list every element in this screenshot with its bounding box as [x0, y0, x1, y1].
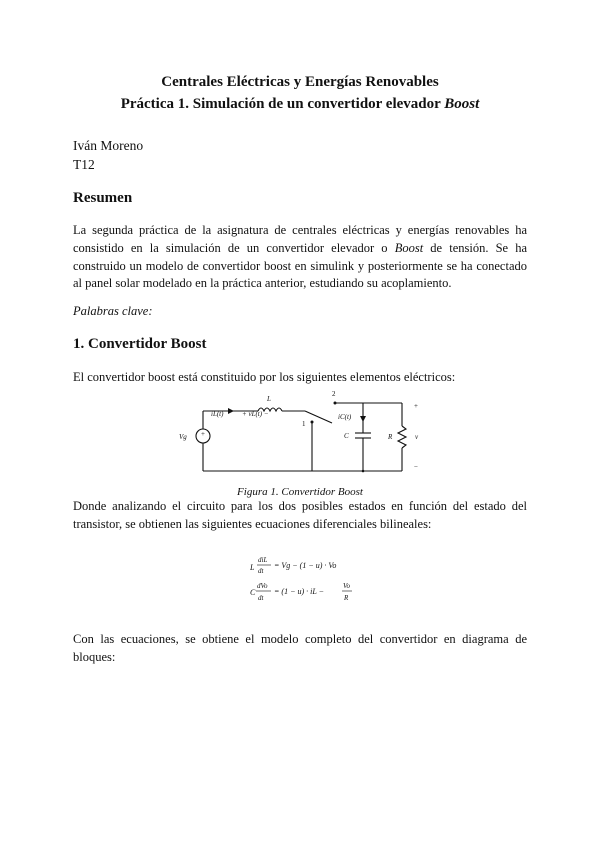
- summary-paragraph: [73, 222, 527, 293]
- document-subtitle: [0, 96, 600, 113]
- eq1-rhs: = Vg − (1 − u) · Vo: [274, 561, 337, 570]
- section1-intro: El convertidor boost está constituido por los siguientes elementos eléctricos:: [73, 370, 456, 384]
- figure-caption: Figura 1. Convertidor Boost: [237, 486, 363, 498]
- label-cap-current: iC(t): [338, 413, 352, 421]
- eq2-frac-den: R: [344, 594, 349, 602]
- summary-text-2: de tensión. Se ha construido un modelo de convertidor boost en simulink y posteriormente se ha conectado al panel solar modelado en la práctica anterior, estudiando su acoplamiento.: [73, 240, 527, 291]
- label-switch-2: 2: [332, 390, 336, 398]
- label-resistor: R: [388, 433, 393, 441]
- eq2-rhs: = (1 − u) · iL −: [274, 587, 325, 596]
- label-output-plus: +: [414, 402, 418, 410]
- label-switch-1: 1: [302, 420, 306, 428]
- source-plus: +: [201, 430, 205, 438]
- section1-analysis: Donde analizando el circuito para los dos posibles estados en función del estado del transistor, se obtienen las siguientes ecuaciones diferenciales bilineales:: [73, 499, 527, 531]
- eq1-num: diL: [258, 556, 268, 564]
- eq1-den: dt: [258, 567, 264, 575]
- label-capacitor: C: [344, 432, 349, 440]
- summary-boost: Boost: [394, 240, 424, 255]
- section1-heading: 1. Convertidor Boost: [73, 336, 207, 352]
- boost-circuit-figure: [175, 386, 430, 476]
- subtitle-boost: Boost: [444, 96, 480, 112]
- label-output-v: v: [415, 433, 419, 441]
- eq2-den: dt: [258, 594, 264, 602]
- label-inductor-voltage: + vL(t) −: [242, 410, 269, 418]
- keywords-label: Palabras clave:: [73, 304, 153, 318]
- equations-block: [250, 550, 390, 610]
- eq2-num: dVo: [257, 582, 268, 590]
- label-source: Vg: [179, 433, 187, 441]
- author-name: Iván Moreno: [73, 138, 144, 153]
- section1-closing: Con las ecuaciones, se obtiene el modelo completo del convertidor en diagrama de bloques:: [73, 632, 527, 664]
- label-inductor-current: iL(t): [211, 410, 224, 418]
- eq2-prefix: C: [250, 588, 256, 597]
- document-title: Centrales Eléctricas y Energías Renovables: [161, 74, 439, 90]
- subtitle-text: Práctica 1. Simulación de un convertidor elevador: [120, 96, 445, 112]
- eq1-prefix: L: [250, 563, 255, 572]
- author-group: T12: [73, 157, 95, 172]
- label-output-minus: −: [414, 463, 418, 471]
- summary-text-1: La segunda práctica de la asignatura de centrales eléctricas y energías renovables ha consistido en la simulación de un convertidor elevador o: [73, 223, 527, 255]
- label-inductor: L: [267, 395, 271, 403]
- eq2-frac-num: Vo: [343, 582, 350, 590]
- summary-heading: Resumen: [73, 190, 133, 206]
